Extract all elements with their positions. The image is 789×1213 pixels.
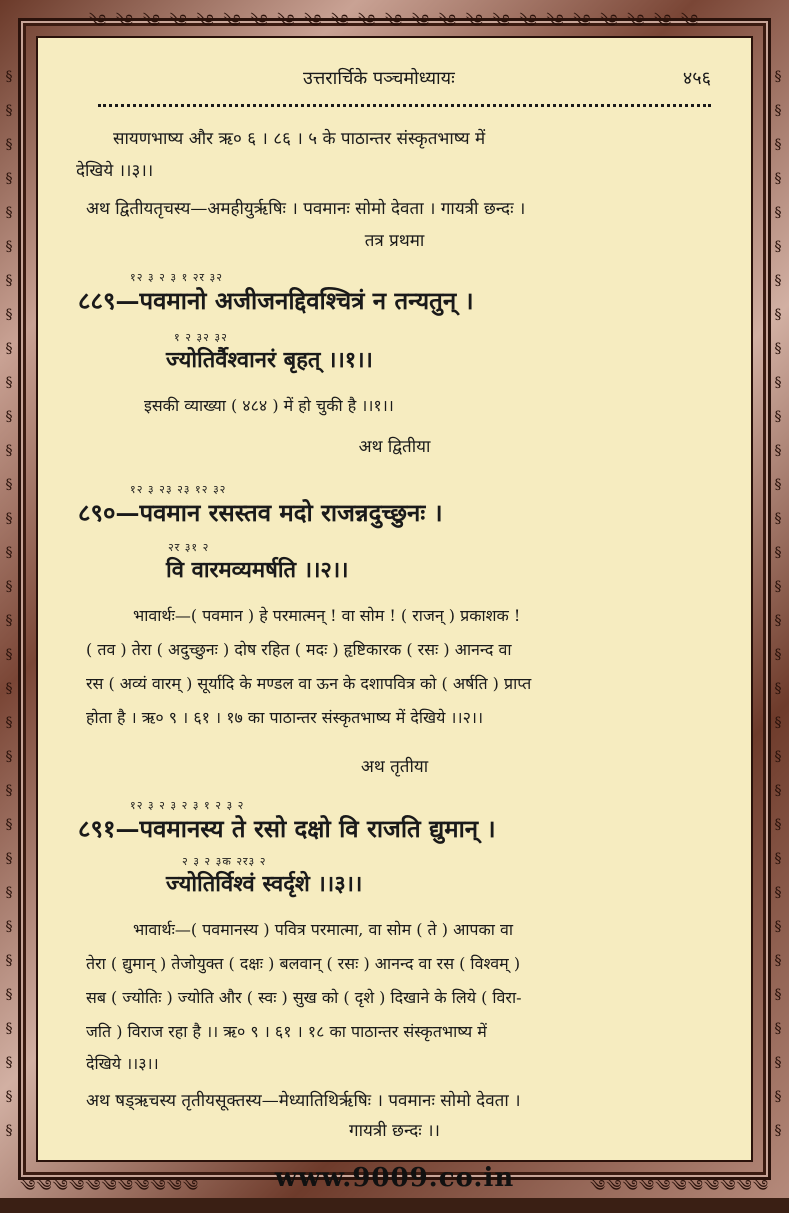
book-page	[36, 36, 753, 1162]
accent-marks: २ ३ २ ३क २र३ २	[182, 855, 267, 868]
accent-marks: १२ ३ २ ३ १ २र ३२	[130, 271, 223, 284]
accent-marks: १ २ ३२ ३२	[174, 331, 228, 344]
mantra-line: ज्योतिर्विश्वं स्वर्दृशे ।।३।।	[166, 871, 363, 897]
section-subheading: गायत्री छन्दः ।।	[349, 1121, 440, 1141]
frame-flourish-right: § § § § § § § § § § § § § § § § § § § § § § § § § § § § § § § §	[774, 69, 784, 1139]
meaning-line: रस ( अव्यं वारम् ) सूर्यादि के मण्डल वा ऊन के दशापवित्र को ( अर्षति ) प्राप्त	[86, 674, 532, 693]
meaning-line: देखिये ।।३।।	[86, 1054, 159, 1073]
section-subheading: अथ तृतीया	[360, 757, 429, 777]
accent-marks: १२ ३ २ ३ २ ३ १ २ ३ २	[130, 799, 245, 812]
commentary-note: इसकी व्याख्या ( ४८४ ) में हो चुकी है ।।१।।	[144, 396, 394, 415]
mantra-line: वि वारमव्यमर्षति ।।२।।	[166, 557, 349, 583]
section-subheading: अथ द्वितीया	[358, 437, 431, 457]
page-number: ४५६	[682, 68, 711, 89]
meaning-line: तेरा ( द्युमान् ) तेजोयुक्त ( दक्षः ) बलवान् ( रसः ) आनन्द वा रस ( विश्वम् )	[86, 954, 521, 973]
meaning-line: भावार्थः—( पवमानस्य ) पवित्र परमात्मा, वा सोम ( ते ) आपका वा	[133, 920, 514, 939]
mantra-line: ८८९—पवमानो अजीजनद्दिवश्चित्रं न तन्यतुन् ।	[78, 286, 474, 315]
mantra-line: ज्योतिर्वैश्वानरं बृहत् ।।१।।	[166, 347, 373, 373]
section-intro: अथ षड्ऋचस्य तृतीयसूक्तस्य—मेध्यातिथिर्ऋषिः । पवमानः सोमो देवता ।	[86, 1091, 521, 1111]
mantra-line: ८९०—पवमान रसस्तव मदो राजन्नदुच्छुनः ।	[78, 498, 443, 527]
accent-marks: २र ३१ २	[168, 541, 210, 554]
footer-flourish-right: ༄༄༄༄༄༄༄༄༄༄༄	[589, 1176, 769, 1195]
section-subheading: तत्र प्रथमा	[364, 231, 425, 251]
section-intro: अथ द्वितीयतृचस्य—अमहीयुर्ऋषिः । पवमानः सोमो देवता । गायत्री छन्दः ।	[86, 199, 526, 219]
running-title: उत्तरार्चिके पञ्चमोध्यायः	[303, 68, 455, 89]
meaning-line: जति ) विराज रहा है ।। ऋ० ९ । ६१ । १८ का पाठान्तर संस्कृतभाष्य में	[86, 1022, 487, 1041]
frame-flourish-left: § § § § § § § § § § § § § § § § § § § § § § § § § § § § § § § §	[5, 69, 15, 1139]
frame-flourish-top: ༄ ༄ ༄ ༄ ༄ ༄ ༄ ༄ ༄ ༄ ༄ ༄ ༄ ༄ ༄ ༄ ༄ ༄ ༄ ༄ ༄ ༄ ༄	[88, 11, 701, 32]
meaning-line: सब ( ज्योतिः ) ज्योति और ( स्वः ) सुख को ( दृशे ) दिखाने के लिये ( विरा-	[86, 988, 522, 1007]
mantra-line: ८९१—पवमानस्य ते रसो दक्षो वि राजति द्युमान् ।	[78, 814, 496, 843]
paragraph-line: सायणभाष्य और ऋ० ६ । ८६ । ५ के पाठान्तर संस्कृतभाष्य में	[113, 129, 486, 149]
footer-flourish-left: ༄༄༄༄༄༄༄༄༄༄༄	[20, 1176, 200, 1195]
page-header	[78, 66, 721, 96]
meaning-line: ( तव ) तेरा ( अदुच्छुनः ) दोष रहित ( मदः ) हृष्टिकारक ( रसः ) आनन्द वा	[86, 640, 512, 659]
meaning-line: होता है । ऋ० ९ । ६१ । १७ का पाठान्तर संस्कृतभाष्य में देखिये ।।२।।	[86, 708, 484, 727]
paragraph-line: देखिये ।।३।।	[76, 161, 154, 181]
meaning-line: भावार्थः—( पवमान ) हे परमात्मन् ! वा सोम ! ( राजन् ) प्रकाशक !	[133, 606, 521, 625]
header-divider	[98, 104, 711, 107]
website-link[interactable]: www.9009.co.in	[274, 1163, 515, 1193]
accent-marks: १२ ३ २३ २३ १२ ३२	[130, 483, 227, 496]
